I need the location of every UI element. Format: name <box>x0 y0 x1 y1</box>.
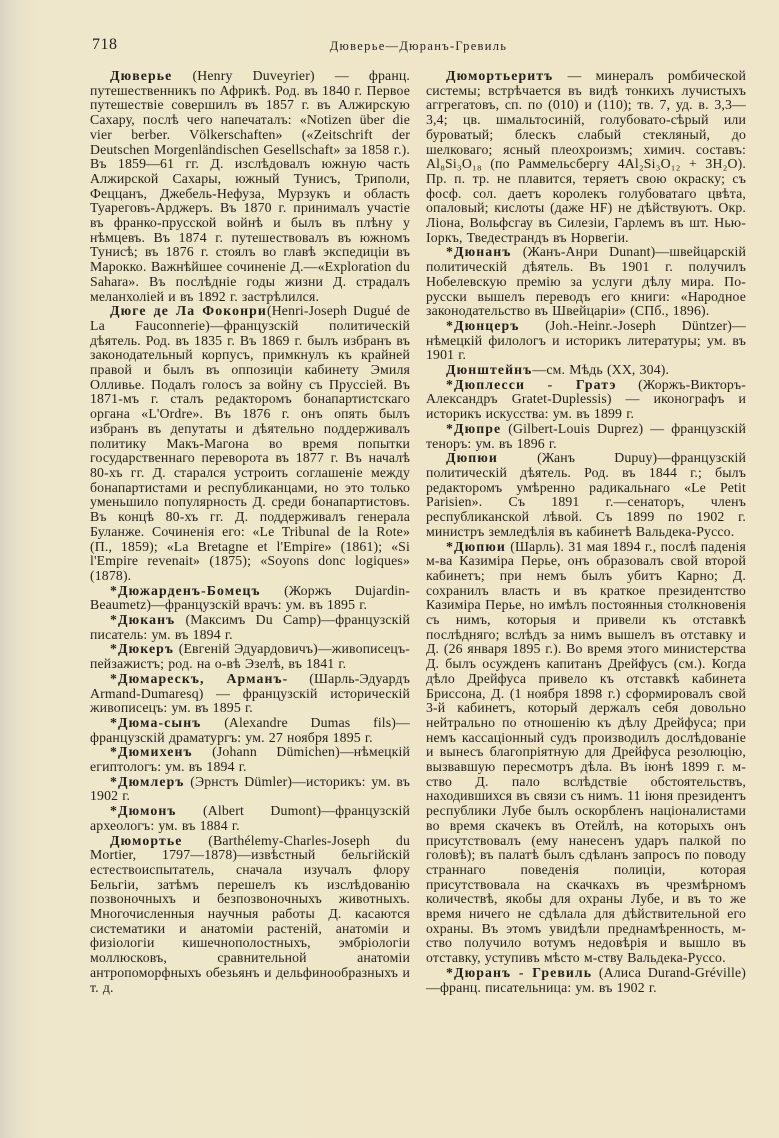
column-right <box>426 69 746 995</box>
entry <box>426 451 746 539</box>
entry-headword: *Дюплесси - Гратэ <box>446 376 617 392</box>
entry-body: (Жоржъ-Викторъ-Александръ Gratet-Duplessis) — иконографъ и историкъ искусства: ум. въ 1899 г. <box>426 376 746 422</box>
entry <box>426 966 746 995</box>
entry-headword: Дюмортьеритъ <box>446 68 554 83</box>
entry-body: (Евгеній Эдуардовичъ)—живописецъ-пейзажистъ; род. на о-вѣ Эзелѣ, въ 1841 г. <box>90 641 410 672</box>
entry <box>426 319 746 363</box>
entry-headword: Дюпюи <box>446 450 498 466</box>
entry <box>90 304 410 583</box>
entry <box>90 834 410 996</box>
entry-headword: *Дюжарденъ-Бомецъ <box>110 582 261 598</box>
entry-headword: *Дюпре <box>446 420 502 436</box>
entry <box>426 363 746 378</box>
entry-headword: *Дюмихенъ <box>110 744 193 760</box>
entry <box>426 69 746 245</box>
entry-body: (Gilbert-Louis Duprez) — французскій теноръ: ум. въ 1896 г. <box>426 420 746 451</box>
entry-headword: *Дюма-сынъ <box>110 714 202 730</box>
entry-headword: Дюмортье <box>110 832 183 848</box>
entry-headword: *Дюмонъ <box>110 803 177 819</box>
entry-headword: *Дюранъ - Гревиль <box>446 964 593 980</box>
entry-body: (Johann Dümichen)—нѣмецкій египтологъ: ум. въ 1894 г. <box>90 744 410 775</box>
entry-body: (Максимъ Du Camp)—французскій писатель: ум. въ 1894 г. <box>90 612 410 642</box>
entry-headword: *Дюмлеръ <box>110 773 185 789</box>
page-number: 718 <box>92 36 118 53</box>
entry <box>90 672 410 716</box>
entry-headword: *Дюкеръ <box>110 641 175 657</box>
entry <box>90 613 410 642</box>
column-left <box>90 69 410 995</box>
entry <box>90 716 410 745</box>
entry-body: (Эрнстъ Dümler)—историкъ: ум. въ 1902 г. <box>90 773 410 804</box>
entry <box>90 775 410 804</box>
running-title: Дюверье—Дюранъ-Гревиль <box>329 39 508 53</box>
entry-body: — минералъ ромбической системы; встрѣчается въ видѣ тонкихъ лучистыхъ аггрегатовъ, сп. по (010) и (110); тв. 7, уд. в. 3,3—3,4; цв. шмальтосиній, голубовато-сѣрый или буроватый; блескъ слабый стекляный, до шелковаго; ясный плеохроизмъ; химич. составъ: Al₈Si₃O₁₈ (по Раммельсбергу 4Al₂Si₃O₁₂ + 3H₂O). Пр. п. тр. не плавится, теряетъ свою окраску; съ фосф. сол. даетъ королекъ голубоватаго цвѣта, опаловый; кислоты (даже HF) не дѣйствуютъ. Окр. Ліона, Вольфсгау въ Силезіи, Гарлемъ въ шт. Нью-Іоркъ, Тведестрандъ въ Норвегіи. <box>426 68 746 245</box>
entry <box>426 245 746 319</box>
entry <box>426 422 746 451</box>
page-header <box>90 36 747 58</box>
entry-headword: *Дюпюи <box>446 538 506 554</box>
entry <box>426 540 746 966</box>
entry-body: (Barthélemy-Charles-Joseph du Mortier, 1797—1878)—извѣстный бельгійскій естествоиспытатель, сначала изучалъ флору Бельгіи, затѣмъ перешелъ къ изслѣдованію позвоночныхъ и безпозвоночныхъ животныхъ. Многочисленныя научныя работы Д. касаются систематики и анатоміи растеній, анатоміи и физіологіи кишечнополостныхъ, эмбріологіи моллюсковъ, сравнительной анатоміи антропоморфныхъ обезьянъ и дельфинообразныхъ и т. д. <box>90 832 410 995</box>
entry-headword: *Дюканъ <box>110 612 176 628</box>
entry-body: —см. Мѣдь (XX, 304). <box>532 362 670 378</box>
entry-body: (Жоржъ Dujardin-Beaumetz)—французскій врачъ: ум. въ 1895 г. <box>90 582 410 613</box>
entry <box>90 745 410 774</box>
entry-body: (Алиса Durand-Gréville)—франц. писательница: ум. въ 1902 г. <box>426 964 746 995</box>
entry-headword: *Дюнанъ <box>446 244 512 260</box>
entry <box>90 584 410 613</box>
entry-body: (Шарль). 31 мая 1894 г., послѣ паденія м-ва Казиміра Перье, онъ образовалъ свой второй кабинетъ; при немъ былъ убитъ Карно; Д. сохранилъ власть и въ краткое президентство Казиміра Перье, но имѣлъ постоянныя столкновенія съ нимъ, которыя и привели къ отставкѣ послѣдняго; вслѣдъ за нимъ вышелъ въ отставку и Д. (26 января 1895 г.). Во время этого министерства Д. былъ осужденъ капитанъ Дрейфусъ (см.). Когда дѣло Дрейфуса привело къ отставкѣ кабинета Бриссона, Д. (1 ноября 1898 г.) сформировалъ свой 3-й кабинетъ, который держалъ себя довольно нейтрально по отношенію къ дѣлу Дрейфуса; при немъ кассаціонный судъ производилъ дослѣдованіе и вынесъ благопріятную для Дрейфуса резолюцію, вызвавшую пересмотръ дѣла. Въ іюнѣ 1899 г. м-ство Д. пало вслѣдствіе обстоятельствъ, находившихся въ связи съ нимъ. 11 іюня президентъ республики Лубе былъ оскорбленъ націоналистами во время скачекъ въ Отейлѣ, на которыхъ онъ присутствовалъ (ему нанесенъ ударъ палкой по головѣ); въ палатѣ былъ сдѣланъ запросъ по поводу страннаго поведенія полиціи, которая присутствовала на скачкахъ въ чрезмѣрномъ количествѣ, якобы для охраны Лубе, и въ то же время ничего не сдѣлала для дѣйствительной его охраны. Въ этомъ увидѣли преднамѣренность, м-ство получило вотумъ недовѣрія и вышло въ отставку, уступивъ мѣсто м-ству Вальдека-Руссо. <box>426 538 746 966</box>
entry-body: (Henri-Joseph Dugué de La Fauconnerie)—французскій политическій дѣятель. Род. въ 1835 г. Въ 1869 г. былъ избранъ въ законодательный корпусъ, примкнулъ къ крайней правой и былъ въ оппозиціи кабинету Эмиля Олливье. Подалъ голосъ за войну съ Пруссіей. Въ 1871-мъ г. сталъ редакторомъ бонапартистскаго органа «L'Ordre». Въ 1876 г. онъ опять былъ избранъ въ депутаты и дѣятельно поддерживалъ политику Макъ-Магона во время попытки государственнаго переворота въ 1877 г. Въ началѣ 80-хъ гг. Д. старался устроить соглашеніе между бонапартистами и республиканцами, но это только уменьшило популярность Д. среди бонапартистовъ. Въ концѣ 80-хъ гг. Д. поддерживалъ генерала Буланже. Сочиненія его: «Le Tribunal de la Rote» (П., 1859); «La Bretagne et l'Empire» (1861); «Si l'Empire revenait» (1875); «Soyons donc logiques» (1878). <box>90 303 410 583</box>
entry <box>90 69 410 304</box>
entry-headword: Дюверье <box>110 68 173 83</box>
entry <box>426 378 746 422</box>
entry-headword: *Дюнцеръ <box>446 317 520 333</box>
entry-headword: Дюнштейнъ <box>446 362 533 378</box>
entry <box>90 804 410 833</box>
entry <box>90 642 410 671</box>
entry-body: (Жанъ-Анри Dunant)—швейцарскій политическій дѣятель. Въ 1901 г. получилъ Нобелевскую премію за услуги дѣлу мира. По-русски вышелъ переводъ его книги: «Народное законодательство въ Швейцаріи» (СПб., 1896). <box>426 244 746 319</box>
entry-body: (Albert Dumont)—французскій археологъ: ум. въ 1884 г. <box>90 803 410 833</box>
entry-body: (Alexandre Dumas fils)—французскій драматургъ: ум. 27 ноября 1895 г. <box>90 714 410 745</box>
entry-headword: *Дюмарескъ, Арманъ- <box>110 670 289 686</box>
entry-body: (Joh.-Heinr.-Joseph Düntzer)—нѣмецкій филологъ и историкъ литературы; ум. въ 1901 г. <box>426 317 746 363</box>
entry-body: (Henry Duveyrier) — франц. путешественникъ по Африкѣ. Род. въ 1840 г. Первое путешествіе совершилъ въ 1857 г. въ Алжирскую Сахару, послѣ чего напечаталъ: «Notizen über die vier berber. Völkerschaften» («Zeitschrift der Deutschen Morgenländischen Gesellschaft» за 1858 г.). Въ 1859—61 гг. Д. изслѣдовалъ южную часть Алжирской Сахары, южный Тунисъ, Триполи, Феццанъ, Джебель-Нефуза, Мурзукъ и область Туареговъ-Арджеръ. Въ 1870 г. принималъ участіе въ франко-прусской войнѣ и былъ въ плѣну у нѣмцевъ. Въ 1874 г. путешествовалъ въ южномъ Тунисѣ; въ 1876 г. стоялъ во главѣ экспедиціи въ Марокко. Важнѣйшее сочиненіе Д.—«Exploration du Sahara». Въ послѣдніе годы жизни Д. страдалъ меланхоліей и въ 1892 г. застрѣлился. <box>90 68 410 304</box>
entry-headword: Дюге де Ла Фоконри <box>110 303 267 319</box>
entry-body: (Жанъ Dupuy)—французскій политическій дѣятель. Род. въ 1844 г.; былъ редакторомъ умѣренно радикальнаго «Le Petit Parisien». Съ 1891 г.—сенаторъ, членъ республиканской лѣвой. Съ 1899 по 1902 г. министръ земледѣлія въ кабинетѣ Вальдека-Руссо. <box>426 450 746 539</box>
entry-body: (Шарль-Эдуардъ Armand-Dumaresq) — французскій историческій живописецъ: ум. въ 1895 г. <box>90 670 410 716</box>
